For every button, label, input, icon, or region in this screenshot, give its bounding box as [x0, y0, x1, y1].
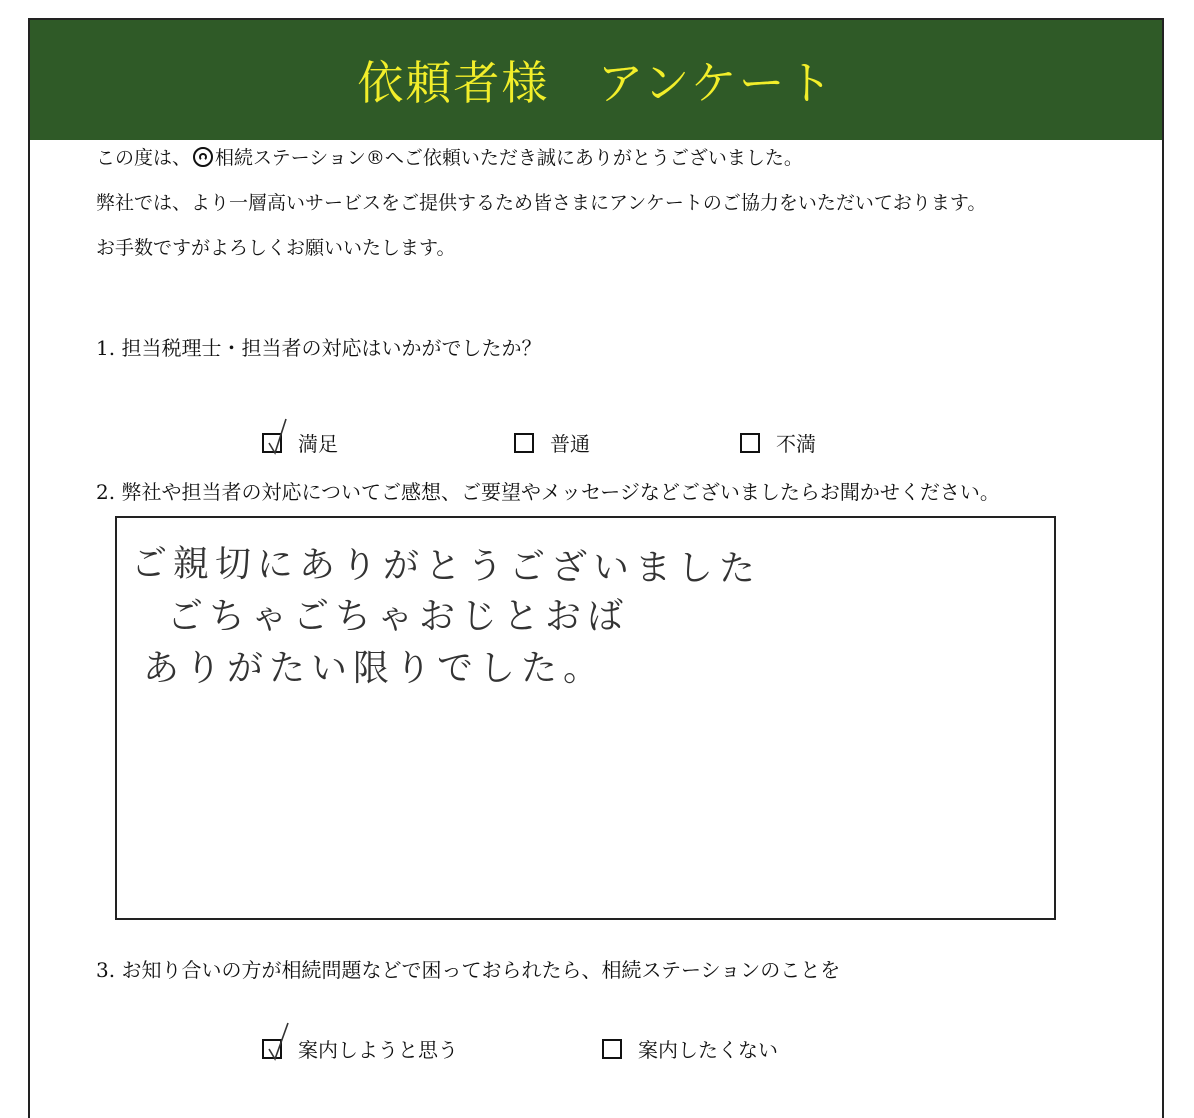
intro-text	[96, 136, 986, 271]
checkbox[interactable]	[740, 433, 760, 453]
check-mark-icon	[266, 417, 292, 457]
header-banner	[30, 20, 1162, 140]
comment-answer-box[interactable]	[115, 516, 1056, 920]
handwritten-line-3: ありがたい限りでした。	[143, 648, 606, 689]
checkbox[interactable]	[514, 433, 534, 453]
option-label: 不満	[776, 432, 816, 456]
intro-line-1: この度は、 相続ステーション®へご依頼いただき誠にありがとうございました。	[96, 147, 803, 169]
q1-option-dissatisfied[interactable]	[740, 428, 816, 457]
question-1-label: 1. 担当税理士・担当者の対応はいかがでしたか？	[96, 336, 542, 360]
q3-option-will-not-recommend[interactable]	[602, 1034, 778, 1063]
check-mark-icon	[266, 1023, 292, 1063]
q1-option-satisfied[interactable]	[262, 428, 338, 457]
option-label: 案内したくない	[638, 1038, 778, 1062]
handwritten-line-1: ご親切にありがとうございました	[130, 543, 762, 590]
checkbox[interactable]	[602, 1039, 622, 1059]
question-2-label: 2. 弊社や担当者の対応についてご感想、ご要望やメッセージなどございましたらお聞かせください。	[96, 480, 1000, 504]
option-label: 案内しようと思う	[298, 1038, 458, 1062]
question-3-label: 3. お知り合いの方が相続問題などで困っておられたら、相続ステーションのことを	[96, 958, 841, 982]
spiral-logo-icon	[193, 147, 213, 167]
intro-line-3: お手数ですがよろしくお願いいたします。	[96, 237, 456, 259]
page-title: 依頼者様 アンケート	[357, 56, 835, 110]
handwritten-line-2: ごちゃごちゃおじとおば	[167, 596, 630, 637]
intro-line-2: 弊社では、より一層高いサービスをご提供するため皆さまにアンケートのご協力をいただいております。	[96, 192, 987, 214]
q3-option-will-recommend[interactable]	[262, 1034, 458, 1063]
checkbox[interactable]	[262, 1039, 282, 1059]
option-label: 普通	[550, 432, 590, 456]
checkbox[interactable]	[262, 433, 282, 453]
option-label: 満足	[298, 432, 338, 456]
q1-option-normal[interactable]	[514, 428, 590, 457]
